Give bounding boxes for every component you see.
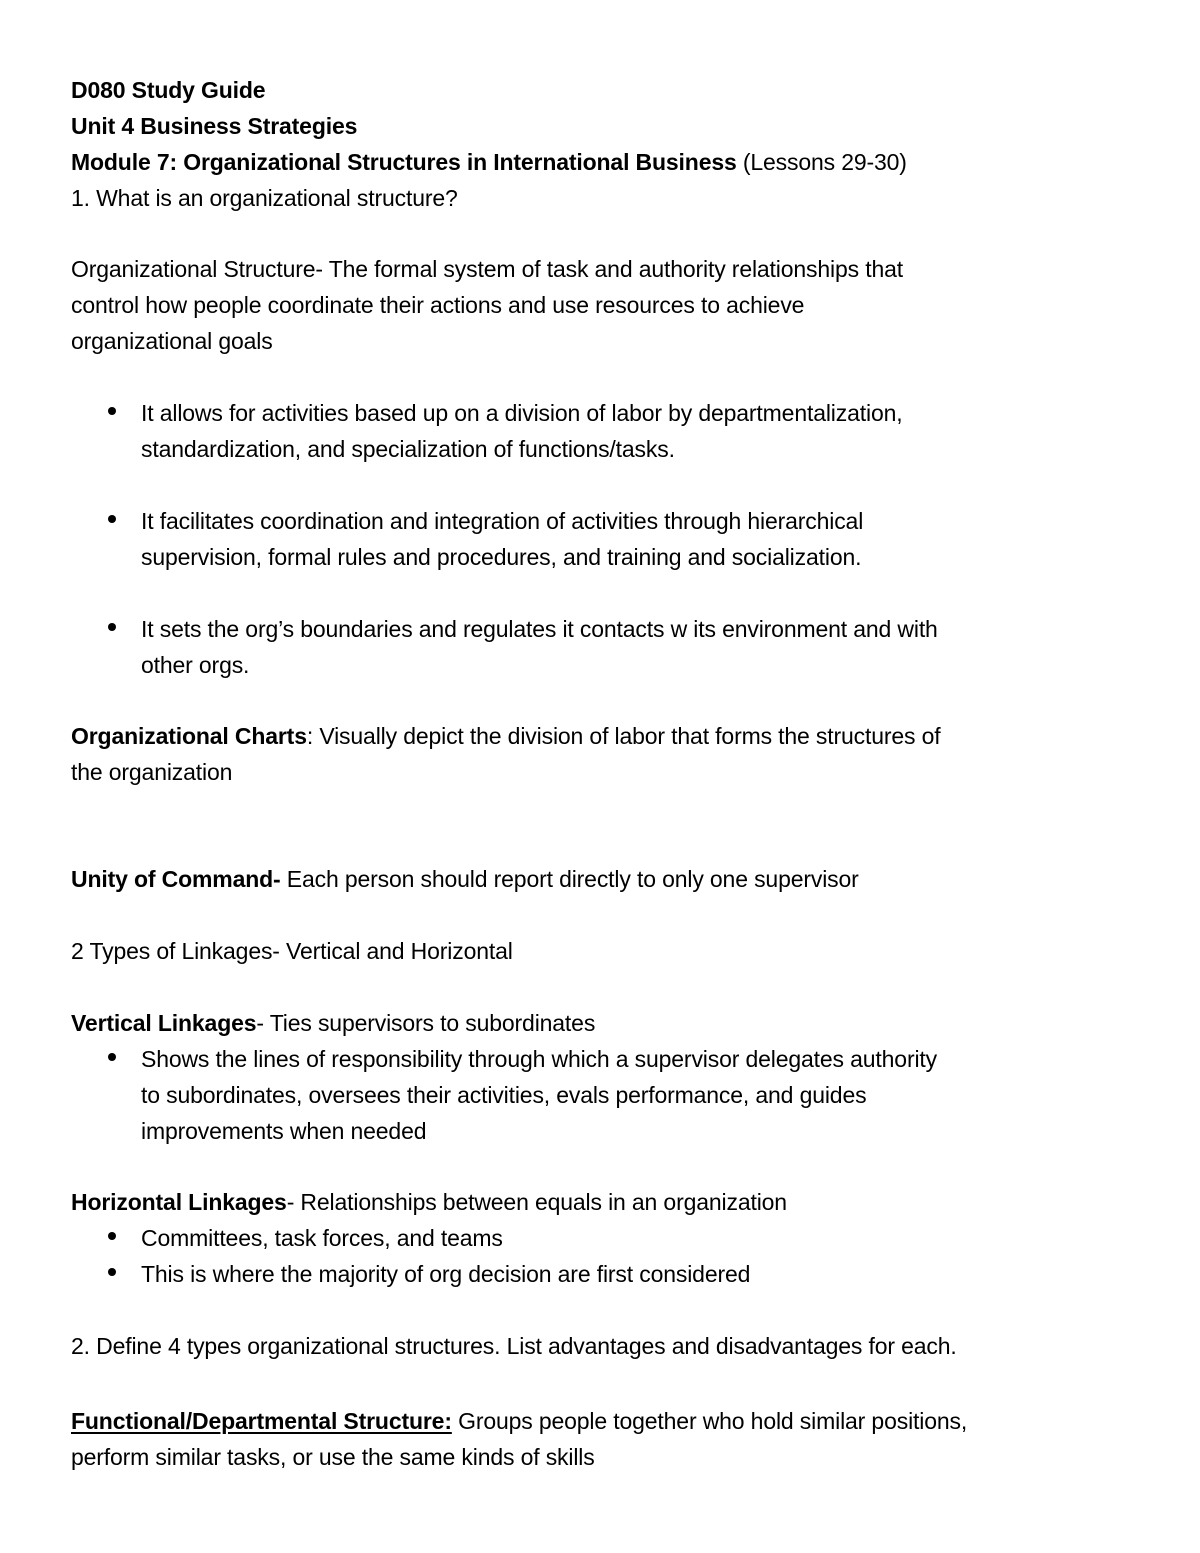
bullet-text: It facilitates coordination and integration of activities through hierarchical: [141, 508, 864, 534]
module-heading: [71, 147, 907, 177]
bullet-icon: [108, 1268, 116, 1276]
linkages-heading: 2 Types of Linkages- Vertical and Horizontal: [71, 938, 513, 964]
bullet-icon: [108, 1232, 116, 1240]
term-definition: Groups people together who hold similar positions,: [451, 1408, 968, 1434]
bullet-text: Committees, task forces, and teams: [141, 1225, 503, 1251]
bullet-text: standardization, and specialization of functions/tasks.: [141, 436, 675, 462]
term-definition: - Relationships between equals in an organization: [286, 1189, 787, 1215]
term: Unity of Command-: [71, 866, 281, 892]
unity-of-command: [71, 864, 859, 894]
definition-line: organizational goals: [71, 328, 273, 354]
vertical-linkages: [71, 1008, 595, 1038]
definition-line: Organizational Structure- The formal system of task and authority relationships that: [71, 256, 903, 282]
horizontal-linkages: [71, 1187, 787, 1217]
definition-line: control how people coordinate their actions and use resources to achieve: [71, 292, 805, 318]
term: Horizontal Linkages: [71, 1189, 287, 1215]
bullet-icon: [108, 1053, 116, 1061]
question-1: 1. What is an organizational structure?: [71, 185, 458, 211]
org-charts-definition: [71, 721, 941, 751]
functional-structure: [71, 1406, 967, 1436]
bullet-text: It allows for activities based up on a division of labor by departmentalization,: [141, 400, 903, 426]
bullet-text: This is where the majority of org decision are first considered: [141, 1261, 751, 1287]
term: Vertical Linkages: [71, 1010, 257, 1036]
bullet-text: supervision, formal rules and procedures, and training and socialization.: [141, 544, 862, 570]
bullet-icon: [108, 623, 116, 631]
bullet-text: other orgs.: [141, 652, 250, 678]
unit-heading: Unit 4 Business Strategies: [71, 113, 358, 139]
term-definition: - Ties supervisors to subordinates: [256, 1010, 596, 1036]
bullet-text: It sets the org’s boundaries and regulates it contacts w its environment and with: [141, 616, 938, 642]
term: Functional/Departmental Structure:: [71, 1408, 452, 1434]
term: Organizational Charts: [71, 723, 307, 749]
doc-title: D080 Study Guide: [71, 77, 266, 103]
bullet-text: Shows the lines of responsibility through which a supervisor delegates authority: [141, 1046, 937, 1072]
functional-line2: perform similar tasks, or use the same kinds of skills: [71, 1444, 595, 1470]
org-charts-line2: the organization: [71, 759, 233, 785]
bullet-text: improvements when needed: [141, 1118, 427, 1144]
bullet-icon: [108, 515, 116, 523]
bullet-icon: [108, 407, 116, 415]
question-2: 2. Define 4 types organizational structures. List advantages and disadvantages for each.: [71, 1333, 957, 1359]
module-title: Module 7: Organizational Structures in International Business: [71, 149, 737, 175]
term-definition: Each person should report directly to only one supervisor: [280, 866, 859, 892]
bullet-text: to subordinates, oversees their activities, evals performance, and guides: [141, 1082, 867, 1108]
module-lessons: (Lessons 29-30): [736, 149, 907, 175]
term-definition: : Visually depict the division of labor that forms the structures of: [306, 723, 941, 749]
